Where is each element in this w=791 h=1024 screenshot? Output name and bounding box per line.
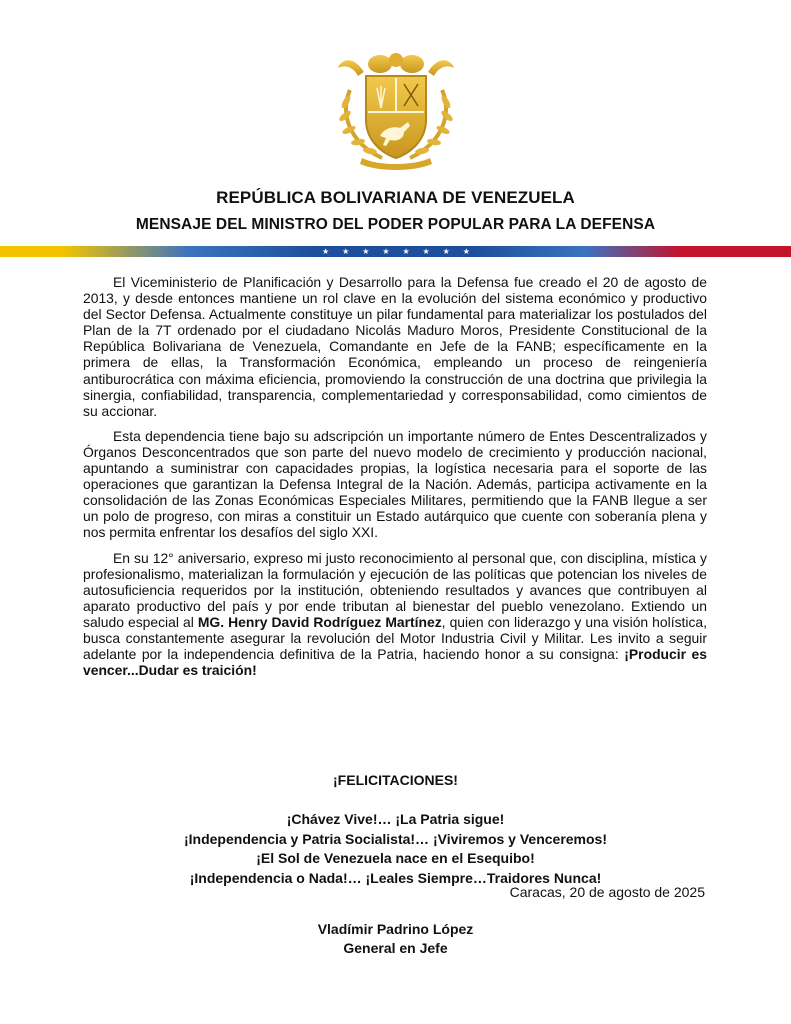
signatory-rank: General en Jefe	[343, 940, 448, 956]
coat-of-arms-icon	[328, 50, 464, 172]
star-icon: ★	[342, 247, 350, 256]
slogans-block	[0, 810, 791, 888]
star-icon: ★	[402, 247, 410, 256]
slogan-line: ¡Independencia o Nada!… ¡Leales Siempre…Traidores Nunca!	[189, 869, 602, 886]
congratulations-heading: ¡FELICITACIONES!	[333, 772, 458, 788]
star-icon: ★	[442, 247, 450, 256]
paragraph-1: El Viceministerio de Planificación y Desarrollo para la Defensa fue creado el 20 de agosto de 2013, y desde entonces mantiene un rol clave en la evolución del sistema económico y productivo del Sector Defensa. Actualmente constituye un pilar fundamental para materializar los postulados del Plan de la 7T ordenado por el ciudadano Nicolás Maduro Moros, Presidente Constitucional de la República Bolivariana de Venezuela, Comandante en Jefe de la FANB; específicamente en la primera de ellas, la Transformación Económica, empleando un proceso de reingeniería antiburocrática con máxima eficiencia, promoviendo la construcción de una doctrina que privilegia la sinergia, confiabilidad, transparencia, complementariedad y corresponsabilidad, como cimientos de su accionar.	[83, 274, 707, 419]
paragraph-3-text-a: En su 12° aniversario, expreso mi justo reconocimiento al personal que, con disciplina, mística y profesionalismo, materializan la formulación y ejecución de las políticas que potencian los niveles de autosuficiencia requeridos por la institución, obteniendo resultados y avances que contribuyen al aparato productivo del país y por ende tributan al bienestar del pueblo venezolano. Extiendo un saludo especial al	[83, 549, 707, 630]
paragraph-2: Esta dependencia tiene bajo su adscripción un importante número de Entes Descentralizados y Órganos Desconcentrados que son parte del nuevo modelo de crecimiento y producción nacional, apuntando a suministrar con capacidades propias, la logística necesaria para el soporte de las operaciones que garantizan la Defensa Integral de la Nación. Además, participa activamente en la consolidación de las Zonas Económicas Especiales Militares, permitiendo que la FANB llegue a ser un polo de progreso, con miras a constituir un Estado autárquico que cuente con soberanía plena y nos permita enfrentar los desafíos del siglo XXI.	[83, 427, 707, 541]
star-icon: ★	[462, 247, 470, 256]
document-subtitle: MENSAJE DEL MINISTRO DEL PODER POPULAR PARA LA DEFENSA	[135, 216, 656, 233]
star-icon: ★	[322, 247, 330, 256]
motto: ¡Producir es vencer...Dudar es traición!	[83, 646, 707, 679]
star-icon: ★	[362, 247, 370, 256]
paragraph-3-text-b: , quien con liderazgo y una visión holística, busca constantemente asegurar la revolución del Motor Industria Civil y Militar. Les invito a seguir adelante por la independencia definitiva de la Patria, haciendo honor a su consigna:	[83, 613, 707, 663]
place-date: Caracas, 20 de agosto de 2025	[509, 884, 705, 900]
slogan-line: ¡El Sol de Venezuela nace en el Esequibo!	[256, 850, 535, 866]
star-icon: ★	[422, 247, 430, 256]
star-icon: ★	[382, 247, 390, 256]
stars-row	[322, 246, 470, 257]
signatory-name: Vladímir Padrino López	[317, 921, 474, 937]
document-title: REPÚBLICA BOLIVARIANA DE VENEZUELA	[216, 188, 575, 207]
honoree-name: MG. Henry David Rodríguez Martínez	[197, 613, 442, 630]
paragraph-3	[83, 550, 707, 679]
slogan-line: ¡Independencia y Patria Socialista!… ¡Viviremos y Venceremos!	[183, 830, 608, 847]
message-body	[83, 274, 707, 687]
slogan-line: ¡Chávez Vive!… ¡La Patria sigue!	[286, 811, 505, 827]
